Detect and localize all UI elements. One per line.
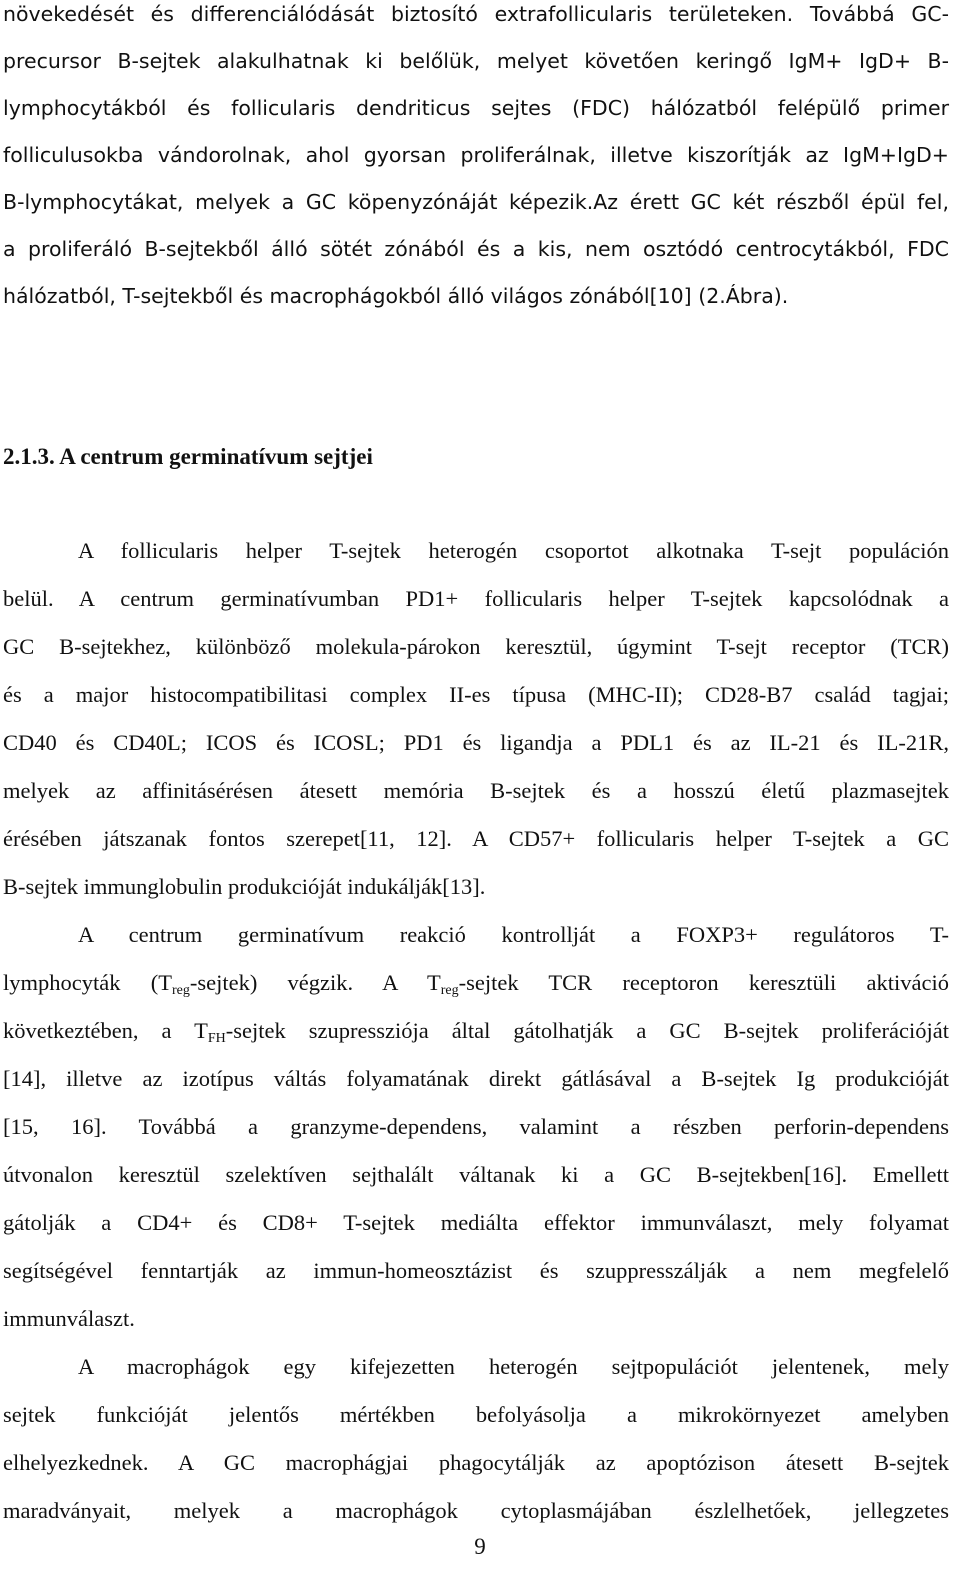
paragraph-2-line-8: B-sejtek immunglobulin produkcióját indukálják[13]. xyxy=(3,874,486,899)
paragraph-3-line-2-part-c: -sejtek TCR receptoron keresztüli aktiváció xyxy=(458,970,949,995)
paragraph-1-line-2: precursor B-sejtek alakulhatnak ki belőlük, melyet követően keringő IgM+ IgD+ B- xyxy=(3,49,949,73)
paragraph-1-line-6: a proliferáló B-sejtekből álló sötét zónából és a kis, nem osztódó centrocytákból, FDC xyxy=(3,237,949,261)
paragraph-4-line-3: elhelyezkednek. A GC macrophágjai phagocytálják az apoptózison átesett B-sejtek xyxy=(3,1450,949,1475)
paragraph-1-line-5: B-lymphocytákat, melyek a GC köpenyzónáját képezik.Az érett GC két részből épül fel, xyxy=(3,190,949,214)
page-number: 9 xyxy=(474,1534,486,1559)
paragraph-3-line-3 xyxy=(3,1011,949,1051)
subscript-reg: reg xyxy=(440,983,459,998)
subscript-reg: reg xyxy=(171,983,190,998)
paragraph-3-line-9: immunválaszt. xyxy=(3,1306,135,1331)
paragraph-4-line-1: A macrophágok egy kifejezetten heterogén sejtpopulációt jelentenek, mely xyxy=(78,1354,949,1379)
paragraph-3-line-5: [15, 16]. Továbbá a granzyme-dependens, valamint a részben perforin-dependens xyxy=(3,1114,949,1139)
paragraph-2-line-3: GC B-sejtekhez, különböző molekula-párokon keresztül, úgymint T-sejt receptor (TCR) xyxy=(3,634,949,659)
paragraph-2-line-1: A follicularis helper T-sejtek heterogén csoportot alkotnaka T-sejt populáción xyxy=(78,538,949,563)
section-heading: 2.1.3. A centrum germinatívum sejtjei xyxy=(3,444,373,469)
paragraph-3-line-7: gátolják a CD4+ és CD8+ T-sejtek mediálta effektor immunválaszt, mely folyamat xyxy=(3,1210,949,1235)
paragraph-2-line-4: és a major histocompatibilitasi complex II-es típusa (MHC-II); CD28-B7 család tagjai; xyxy=(3,682,949,707)
paragraph-2-line-6: melyek az affinitásérésen átesett memória B-sejtek és a hosszú életű plazmasejtek xyxy=(3,778,949,803)
paragraph-2-line-7: érésében játszanak fontos szerepet[11, 12]. A CD57+ follicularis helper T-sejtek a GC xyxy=(3,826,949,851)
paragraph-1-line-3: lymphocytákból és follicularis dendriticus sejtes (FDC) hálózatból felépülő primer xyxy=(3,96,949,120)
paragraph-3-line-4: [14], illetve az izotípus váltás folyamatának direkt gátlásával a B-sejtek Ig produkcióját xyxy=(3,1066,949,1091)
paragraph-2-line-2: belül. A centrum germinatívumban PD1+ follicularis helper T-sejtek kapcsolódnak a xyxy=(3,586,949,611)
paragraph-4-line-2: sejtek funkcióját jelentős mértékben befolyásolja a mikrokörnyezet amelyben xyxy=(3,1402,949,1427)
paragraph-2-line-5: CD40 és CD40L; ICOS és ICOSL; PD1 és ligandja a PDL1 és az IL-21 és IL-21R, xyxy=(3,730,949,755)
subscript-fh: FH xyxy=(207,1031,226,1046)
paragraph-1-line-1: növekedését és differenciálódását biztosító extrafollicularis területeken. Továbbá GC- xyxy=(3,2,949,26)
paragraph-3-line-3-part-a: következtében, a T xyxy=(3,1018,208,1043)
paragraph-3-line-2-part-b: -sejtek) végzik. A T xyxy=(189,970,441,995)
paragraph-3-line-6: útvonalon keresztül szelektíven sejthalált váltanak ki a GC B-sejtekben[16]. Emellett xyxy=(3,1162,949,1187)
paragraph-3-line-2 xyxy=(3,963,949,1003)
paragraph-1-line-7: hálózatból, T-sejtekből és macrophágokból álló világos zónából[10] (2.Ábra). xyxy=(3,284,789,308)
paragraph-4-line-4: maradványait, melyek a macrophágok cytoplasmájában észlelhetőek, jellegzetes xyxy=(3,1498,949,1523)
paragraph-1-line-4: folliculusokba vándorolnak, ahol gyorsan proliferálnak, illetve kiszorítják az IgM+IgD+ xyxy=(3,143,949,167)
paragraph-3-line-3-part-b: -sejtek szupressziója által gátolhatják a GC B-sejtek proliferációját xyxy=(225,1018,950,1043)
paragraph-3-line-8: segítségével fenntartják az immun-homeosztázist és szuppresszálják a nem megfelelő xyxy=(3,1258,949,1283)
paragraph-3-line-2-part-a: lymphocyták (T xyxy=(3,970,172,995)
paragraph-3-line-1: A centrum germinatívum reakció kontrollját a FOXP3+ regulátoros T- xyxy=(78,922,949,947)
